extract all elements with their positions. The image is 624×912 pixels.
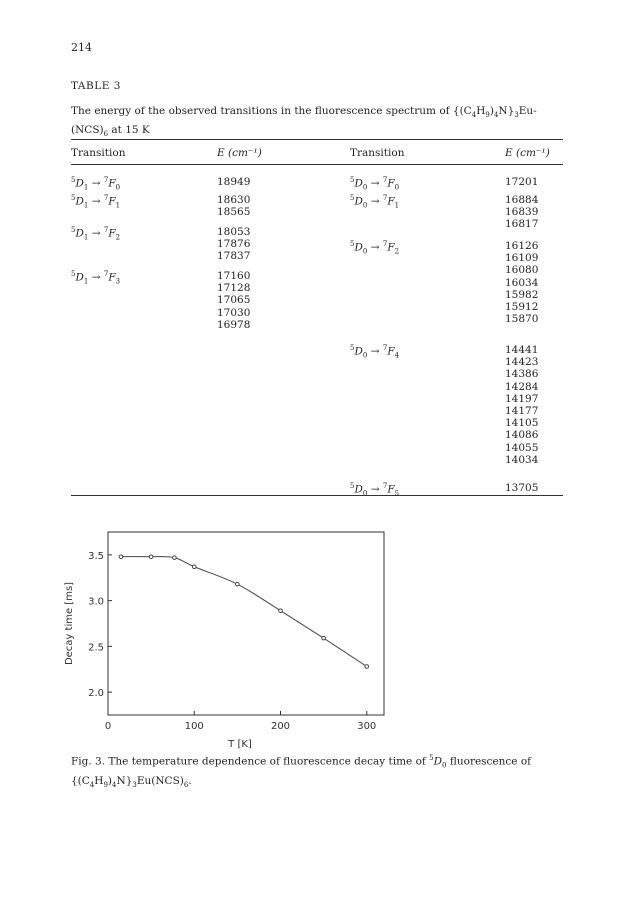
energy-value: 17065: [217, 294, 251, 307]
x-tick-label: 200: [270, 721, 291, 732]
y-tick-label: 3.5: [88, 550, 104, 562]
data-point: [192, 565, 196, 569]
energy-values: [217, 226, 250, 263]
transition-label: $^5D_0 \to ^7F_5$: [350, 482, 400, 498]
energy-value: 15982: [505, 288, 539, 301]
table-header-rule: [71, 164, 563, 165]
energy-values: [505, 194, 538, 231]
energy-values: [217, 176, 250, 188]
transition-label: $^5D_0 \to ^7F_0$: [350, 176, 400, 192]
plot-frame: [108, 532, 384, 715]
energy-value: 17876: [217, 238, 251, 251]
data-point: [173, 556, 177, 560]
header-transition-right: Transition: [350, 147, 405, 159]
energy-value: 15912: [505, 300, 539, 313]
transition-label: $^5D_1 \to ^7F_0$: [71, 176, 121, 192]
energy-value: 17201: [505, 176, 539, 188]
energy-value: 14197: [505, 392, 539, 405]
transition-label: $^5D_1 \to ^7F_3$: [71, 270, 121, 286]
energy-value: 16839: [505, 206, 539, 219]
energy-value: 16080: [505, 264, 539, 277]
energy-value: 17160: [217, 270, 251, 282]
energy-values: [505, 240, 538, 325]
energy-values: [505, 482, 538, 494]
data-point: [236, 582, 240, 586]
energy-values: [505, 176, 538, 188]
energy-value: 16884: [505, 194, 539, 206]
header-energy-left: E (cm⁻¹): [217, 147, 262, 159]
y-tick-label: 2.0: [88, 688, 104, 700]
y-tick-label: 2.5: [88, 642, 104, 654]
transition-label: $^5D_1 \to ^7F_1$: [71, 194, 121, 210]
header-energy-right: E (cm⁻¹): [505, 147, 550, 159]
data-point: [149, 555, 153, 559]
energy-value: 14423: [505, 356, 539, 369]
energy-value: 16126: [505, 240, 539, 252]
energy-value: 18053: [217, 226, 251, 238]
decay-time-chart: [0, 520, 624, 750]
energy-value: 18630: [217, 194, 251, 206]
page-number: 214: [71, 41, 92, 54]
energy-value: 14086: [505, 429, 539, 442]
x-axis-label: T [K]: [228, 739, 252, 750]
table-bottom-rule: [71, 495, 563, 496]
energy-values: [217, 270, 250, 331]
data-point: [119, 555, 123, 559]
energy-value: 18565: [217, 206, 251, 219]
x-tick-label: 300: [357, 721, 377, 732]
transition-label: $^5D_1 \to ^7F_2$: [71, 226, 121, 242]
energy-value: 18949: [217, 176, 251, 188]
data-point: [365, 665, 369, 669]
energy-value: 13705: [505, 482, 539, 494]
transition-label: $^5D_0 \to ^7F_1$: [350, 194, 400, 210]
energy-value: 17128: [217, 282, 251, 295]
energy-value: 14284: [505, 380, 539, 393]
energy-value: 17030: [217, 306, 251, 319]
energy-value: 14441: [505, 344, 539, 356]
table-caption: The energy of the observed transitions in the fluorescence spectrum of $\{(C_4H_9)_4N\}_3Eu-(NCS)_6$ at 15 K: [71, 105, 537, 139]
y-axis-label: Decay time [ms]: [64, 581, 75, 666]
energy-value: 16034: [505, 276, 539, 289]
energy-value: 14177: [505, 404, 539, 417]
energy-value: 16978: [217, 318, 251, 331]
transition-label: $^5D_0 \to ^7F_4$: [350, 344, 400, 360]
energy-values: [505, 344, 538, 466]
energy-value: 17837: [217, 250, 251, 263]
energy-value: 16817: [505, 218, 539, 231]
x-tick-label: 0: [104, 721, 112, 732]
x-tick-label: 100: [184, 721, 204, 732]
energy-value: 15870: [505, 313, 539, 326]
table-top-rule: [71, 139, 563, 140]
transition-label: $^5D_0 \to ^7F_2$: [350, 240, 400, 256]
energy-value: 14105: [505, 417, 539, 430]
data-point: [322, 636, 326, 640]
table-label: TABLE 3: [71, 80, 121, 92]
energy-value: 14386: [505, 368, 539, 381]
y-tick-label: 3.0: [88, 596, 104, 608]
decay-curve: [121, 557, 367, 667]
figure-caption: Fig. 3. The temperature dependence of fluorescence decay time of $^5D_0$ fluorescence of $\{(C_4H_9)_4N\}_3Eu(NCS)_6$.: [71, 754, 532, 789]
header-transition-left: Transition: [71, 147, 126, 159]
energy-value: 16109: [505, 252, 539, 265]
data-point: [279, 609, 283, 613]
energy-value: 14034: [505, 453, 539, 466]
energy-value: 14055: [505, 441, 539, 454]
energy-values: [217, 194, 250, 218]
